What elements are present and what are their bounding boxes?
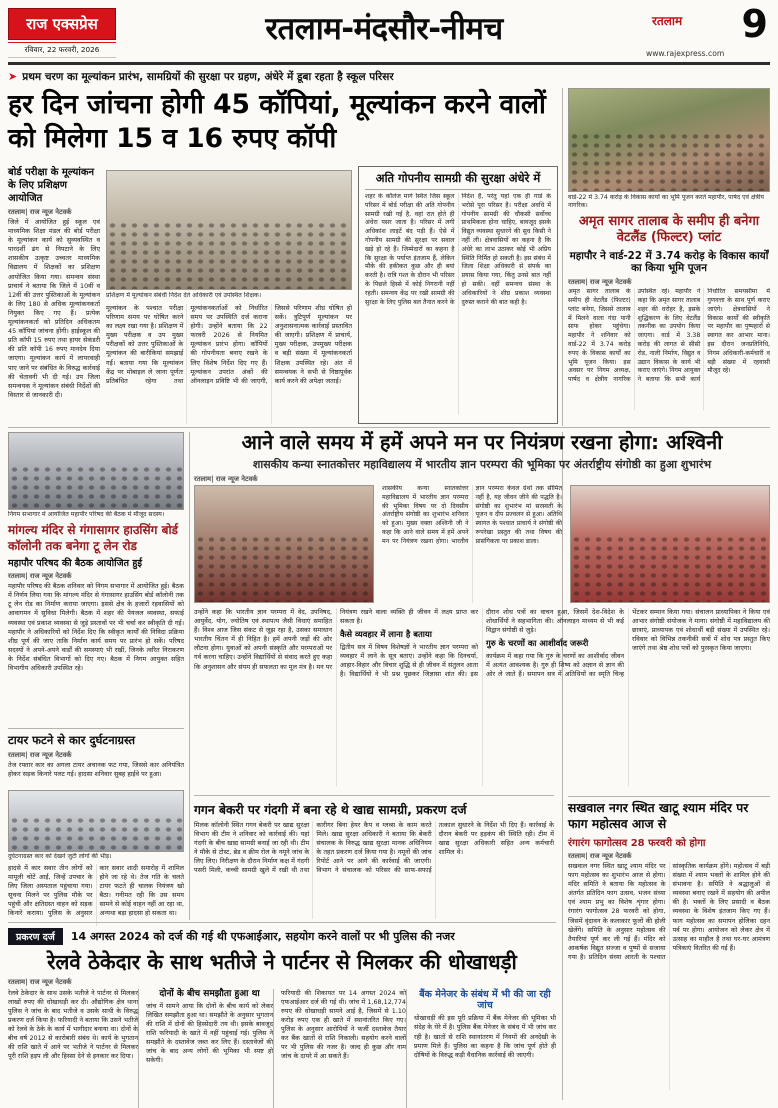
- railway-byline: रतलाम| राज न्यूज नेटवर्क: [8, 977, 72, 986]
- bhoomi-pujan-photo: [568, 88, 770, 192]
- ashwini-headline: आने वाले समय में हमें अपने मन पर नियंत्रण रखना होगा: अश्विनी: [241, 430, 723, 454]
- kicker-text: प्रथम चरण का मूल्यांकन प्रारंभ, सामग्रियों की सुरक्षा पर ग्रहण, अंधेरे में डूबा रहता है स्कूल परिसर: [22, 70, 394, 83]
- ashwini-mid-body: शासकीय कन्या स्नातकोत्तर महाविद्यालय में भारतीय ज्ञान परम्परा की भूमिका विषय पर दो दिवसीय अंतर्राष्ट्रीय संगोष्ठी का शुभारंभ शनिवार को हुआ। मुख्य वक्ता अश्विनी जी ने कहा कि आने वाले समय में हमें अपने मन पर नियंत्रण रखना होगा। भारतीय ज्ञान परम्परा केवल ग्रंथों तक सीमित नहीं है, यह जीवन जीने की पद्धति है। संगोष्ठी का शुभारंभ मां सरस्वती के पूजन व दीप प्रज्वलन से हुआ। अतिथि स्वागत के पश्चात प्राचार्य ने संगोष्ठी की रूपरेखा प्रस्तुत की तथा विषय की प्रासंगिकता पर प्रकाश डाला।: [382, 485, 562, 545]
- ashwini-crosshead-2: गुरु के चरणों का आशीर्वाद जरूरी: [486, 638, 589, 649]
- ashwini-photo-row: [194, 485, 770, 603]
- amrit-body: अमृत सागर तालाब के समीप ही वेटलैंड (फिल्टर) प्लांट बनेगा, जिससे तालाब में मिलने वाला गंदा पानी साफ होकर पहुंचेगा। महापौर ने शनिवार को वार्ड-22 में 3.74 करोड़ रुपए के विकास कार्यों का भूमि पूजन किया। इस अवसर पर निगम अध्यक्ष, पार्षद व क्षेत्रीय नागरिक उपस्थित रहे। महापौर ने कहा कि अमृत सागर तालाब शहर की धरोहर है, इसके शुद्धिकरण के लिए वेटलैंड तकनीक का उपयोग किया जाएगा। वार्ड में 3.38 करोड़ की लागत से सीसी रोड, नाली निर्माण, विद्युत व उद्यान विकास के कार्य भी कराए जाएंगे। निगम आयुक्त ने बताया कि सभी कार्य निर्धारित समयसीमा में गुणवत्ता के साथ पूर्ण कराए जाएंगे। क्षेत्रवासियों ने विकास कार्यों की स्वीकृति पर महापौर का पुष्पहारों से स्वागत कर आभार माना। इस दौरान जनप्रतिनिधि, निगम अधिकारी-कर्मचारी व बड़ी संख्या में रहवासी मौजूद रहे।: [568, 288, 770, 384]
- article-training-left: [8, 166, 100, 436]
- tyre-photo-caption: दुर्घटनाग्रस्त कार को देखने जुटी लोगों की भीड़।: [8, 853, 112, 860]
- bank-manager-box-head: बैंक मेनेजर के संबंध में भी की जा रही जांच: [419, 988, 551, 1012]
- article-bakery: [194, 801, 554, 919]
- tyre-body-2: हादसे में कार सवार तीन लोगों को मामूली चोटें आईं, जिन्हें उपचार के लिए जिला अस्पताल पहुंचाया गया। सूचना मिलने पर पुलिस मौके पर पहुंची और क्षतिग्रस्त वाहन को सड़क किनारे कराया। पुलिस के अनुसार कार सवार शादी समारोह में शामिल होने जा रहे थे। तेज गति के चलते टायर फटते ही चालक नियंत्रण खो बैठा। गनीमत रही कि उस समय सामने से कोई वाहन नहीं आ रहा था, अन्यथा बड़ा हादसा हो सकता था।: [8, 864, 184, 918]
- secret-body: शहर के कॉलेज मार्ग स्थित जिस स्कूल परिसर में बोर्ड परीक्षा की अति गोपनीय सामग्री रखी गई है, वहां रात होते ही अंधेरा पसर जाता है। परिसर में लगी अधिकांश लाइटें बंद पड़ी हैं। ऐसे में गोपनीय सामग्री की सुरक्षा पर सवाल खड़े हो रहे हैं। जिम्मेदारों का कहना है कि सुरक्षा के पर्याप्त इंतजाम हैं, लेकिन मौके की हकीकत कुछ और ही बयां करती है। रात्रि गश्त के दौरान भी परिसर के पिछले हिस्से में कोई निगरानी नहीं रहती। समन्वय केंद्र पर रखी सामग्री की सुरक्षा के लिए पुलिस बल तैनात करने के निर्देश हैं, परंतु यहां एक ही गार्ड के भरोसे पूरा परिसर है। परीक्षा अवधि में गोपनीय सामग्री की चौकसी सर्वोच्च प्राथमिकता होना चाहिए, बावजूद इसके विद्युत व्यवस्था सुधारने की सुध किसी ने नहीं ली। क्षेत्रवासियों का कहना है कि अंधेरे का लाभ उठाकर कोई भी अप्रिय स्थिति निर्मित हो सकती है। इस संबंध में जिला शिक्षा अधिकारी से संपर्क का प्रयास किया गया, किंतु उनसे बात नहीं हो सकी। वहीं समन्वय संस्था के अधिकारियों ने शीघ्र प्रकाश व्यवस्था दुरुस्त कराने की बात कही है।: [365, 193, 551, 306]
- edition-name: रतलाम: [652, 14, 683, 28]
- khatu-byline: रतलाम| राज न्यूज नेटवर्क: [568, 851, 632, 860]
- divider: [8, 922, 556, 923]
- ashwini-body-3: द्वितीय सत्र में विषय विशेषज्ञों ने भारतीय ज्ञान परम्परा को व्यवहार में लाने के सूत्र बताए। उन्होंने कहा कि दिनचर्या, आहार-विहार और विचार शुद्धि से ही जीवन में संतुलन आता है। विद्यार्थियों ने भी प्रश्न पूछकर जिज्ञासा शांत की। इस दौरान शोध पत्रों का वाचन हुआ, जिसमें देश-विदेश के शोधार्थियों ने सहभागिता की। ऑनलाइन माध्यम से भी कई विद्वान संगोष्ठी से जुड़े।: [340, 608, 624, 679]
- lead-headline: हर दिन जांचना होगी 45 कॉपियां, मूल्यांकन करने वालों को मिलेगा 15 व 16 रुपए कॉपी: [8, 89, 546, 154]
- agreement-box-body: जांच में सामने आया कि दोनों के बीच कार्य को लेकर लिखित समझौता हुआ था। समझौते के अनुसार भुगतान की राशि में दोनों की हिस्सेदारी तय थी। इसके बावजूद राशि फरियादी के खाते में नहीं पहुंचाई गई। पुलिस ने समझौते के दस्तावेज जब्त कर लिए हैं। दस्तावेजों की जांच के बाद अन्य लोगों की भूमिका भी स्पष्ट हो सकेगी।: [146, 1001, 273, 1065]
- railway-columns: [8, 989, 556, 1108]
- railway-col3-text: फरियादी की शिकायत पर 14 अगस्त 2024 को एफआईआर दर्ज की गई थी। जांच में 1,68,12,774 रुपए की धोखाधड़ी सामने आई है, जिसमें से 1.10 करोड़ रुपए एक ही खाते में स्थानांतरित किए गए। पुलिस के अनुसार आरोपियों ने फर्जी दस्तावेज तैयार कर बैंक खातों से राशि निकाली। सहयोग करने वालों पर भी पुलिस की नजर है। जल्द ही कुछ और नाम जांच के दायरे में आ सकते हैं।: [281, 988, 406, 1061]
- ashwini-byline: रतलाम| राज न्यूज नेटवर्क: [194, 475, 258, 483]
- divider: [8, 728, 184, 729]
- agreement-box-head: दोनों के बीच समझौता हुआ था: [159, 988, 260, 999]
- divider: [8, 427, 770, 428]
- ashwini-body-4: कार्यक्रम में कहा गया कि गुरु के चरणों का आशीर्वाद जीवन में अत्यंत आवश्यक है। गुरु ही शिष्य को अज्ञान से ज्ञान की ओर ले जाते हैं। समापन सत्र में अतिथियों का स्मृति चिन्ह भेंटकर सम्मान किया गया। संचालन प्राध्यापिका ने किया एवं आभार संगोष्ठी संयोजक ने माना। संगोष्ठी में महाविद्यालय की छात्राएं, प्राध्यापक एवं शोधार्थी बड़ी संख्या में उपस्थित रहे। रविवार को विभिन्न तकनीकी सत्रों में शोध पत्र प्रस्तुत किए जाएंगे तथा श्रेष्ठ शोध पत्रों को पुरस्कृत किया जाएगा।: [486, 608, 770, 679]
- mangalya-body: महापौर परिषद की बैठक शनिवार को निगम सभागार में आयोजित हुई। बैठक में निर्णय लिया गया कि मांगल्य मंदिर से गंगासागर हाउसिंग बोर्ड कॉलोनी तक टू लेन रोड का निर्माण कराया जाएगा। इससे क्षेत्र के हजारों रहवासियों को आवागमन में सुविधा मिलेगी। बैठक में शहर की पेयजल व्यवस्था, सफाई व्यवस्था एवं प्रकाश व्यवस्था से जुड़े प्रस्तावों पर भी चर्चा कर स्वीकृति दी गई। महापौर ने अधिकारियों को निर्देश दिए कि स्वीकृत कार्यों की निविदा प्रक्रिया शीघ्र पूर्ण की जाए ताकि निर्माण कार्य समय पर प्रारंभ हो सकें। परिषद सदस्यों ने अपने-अपने वार्डों की समस्याएं भी रखीं, जिनके त्वरित निराकरण के निर्देश संबंधित विभागों को दिए गए। बैठक में निगम आयुक्त सहित विभागीय अधिकारी उपस्थित रहे।: [8, 582, 184, 673]
- bakery-body: मिलक कॉलोनी स्थित गगन बेकरी पर खाद्य सुरक्षा विभाग की टीम ने शनिवार को कार्रवाई की। यहां गंदगी के बीच खाद्य सामग्री बनाई जा रही थी। टीम ने मौके से टोस्ट, ब्रेड व क्रीम रोल के नमूने जांच के लिए लिए। निरीक्षण के दौरान निर्माण कक्ष में गंदगी पसरी मिली, कच्ची सामग्री खुले में रखी थी तथा कारीगर बिना हेयर कैप व ग्लव्स के काम करते मिले। खाद्य सुरक्षा अधिकारी ने बताया कि बेकरी संचालक के विरुद्ध खाद्य सुरक्षा मानक अधिनियम के तहत प्रकरण दर्ज किया गया है। नमूनों की जांच रिपोर्ट आने पर आगे की कार्रवाई की जाएगी। विभाग ने संचालक को परिसर की साफ-सफाई तत्काल सुधारने के निर्देश भी दिए हैं। कार्रवाई के दौरान बेकरी पर हड़कंप की स्थिति रही। टीम में खाद्य सुरक्षा अधिकारी सहित अन्य कर्मचारी शामिल थे।: [194, 821, 554, 875]
- mangalya-photo-caption: निगम सभागार में आयोजित महापौर परिषद की बैठक में मौजूद सदस्य।: [8, 511, 165, 518]
- ashwini-body-flow: [194, 608, 770, 786]
- ashwini-crosshead-1: कैसे व्यवहार में लाना है बताया: [340, 629, 432, 640]
- training-byline: रतलाम| राज न्यूज नेटवर्क: [8, 208, 72, 216]
- masthead-rule: [8, 62, 770, 65]
- railway-strap-row: [8, 928, 556, 945]
- khatu-subhead: रंगारंग फागोत्सव 28 फरवरी को होगा: [568, 837, 706, 849]
- article-ashwini: [194, 430, 770, 786]
- masthead-right: [646, 2, 770, 60]
- website-url: www.rajexpress.com: [646, 49, 725, 58]
- training-body-2: मूल्यांकन के पश्चात परीक्षा परिणाम समय पर घोषित करने का लक्ष्य रखा गया है। प्रशिक्षण में मुख्य परीक्षक व उप मुख्य परीक्षकों को उत्तर पुस्तिकाओं के मूल्यांकन की बारीकियां समझाई गईं। बताया गया कि मूल्यांकन केंद्र पर मोबाइल ले जाना पूर्णतः प्रतिबंधित रहेगा तथा मूल्यांकनकर्ताओं को निर्धारित समय पर उपस्थिति दर्ज कराना होगी। उन्होंने बताया कि 22 फरवरी 2026 से नियमित मूल्यांकन प्रारंभ होगा। कॉपियों की गोपनीयता बनाए रखने के लिए विशेष निर्देश दिए गए हैं। मूल्यांकन उपरांत अंकों की ऑनलाइन प्रविष्टि भी की जाएगी, जिससे परिणाम शीघ्र घोषित हो सकें। त्रुटिपूर्ण मूल्यांकन पर अनुशासनात्मक कार्रवाई प्रस्तावित की जाएगी। प्रशिक्षण में प्राचार्य, मुख्य परीक्षक, उपमुख्य परीक्षक व बड़ी संख्या में मूल्यांकनकर्ता शिक्षक उपस्थित रहे। अंत में समन्वयक ने सभी से निष्ठापूर्वक कार्य करने की अपेक्षा जताई।: [106, 304, 352, 385]
- training-photo-caption: प्रशिक्षण में मूल्यांकन संबंधी निर्देश देते अधिकारी एवं उपस्थित शिक्षक।: [106, 292, 262, 299]
- tyre-body-1: तेज रफ्तार कार का अगला टायर अचानक फट गया, जिससे कार अनियंत्रित होकर सड़क किनारे पलट गई। हादसा शनिवार सुबह हाईवे पर हुआ।: [8, 761, 184, 779]
- crashed-car-photo: [8, 790, 184, 852]
- divider: [194, 795, 554, 796]
- khatu-headline: सखवाल नगर स्थित खाटू श्याम मंदिर पर फाग महोत्सव आज से: [568, 801, 749, 831]
- railway-col1-text: रेलवे ठेकेदार के साथ उसके भतीजे ने पार्टनर से मिलकर लाखों रुपए की धोखाधड़ी कर दी। औद्योगिक क्षेत्र थाना पुलिस ने जांच के बाद भतीजे व उसके साथी के विरुद्ध प्रकरण दर्ज किया है। फरियादी ने बताया कि उसने भतीजे को रेलवे के ठेके के कार्य में भागीदार बनाया था। दोनों के बीच वर्ष 2012 से कारोबारी संबंध थे। कार्य के भुगतान की राशि खाते में आने पर भतीजे ने पार्टनर से मिलकर पूरी राशि हड़प ली और हिस्सा देने से इनकार कर दिया।: [8, 988, 138, 1061]
- article-khatu: [568, 801, 770, 1090]
- tyre-headline: टायर फटने से कार दुर्घटनाग्रस्त: [8, 733, 136, 747]
- amrit-subhead: महापौर ने वार्ड-22 में 3.74 करोड़ के विकास कार्यों का किया भूमि पूजन: [569, 249, 769, 275]
- divider: [568, 796, 770, 797]
- amrit-byline: रतलाम| राज न्यूज नेटवर्क: [568, 278, 632, 287]
- article-mangalya: [8, 432, 184, 710]
- photo-caption: वार्ड-22 में 3.74 करोड़ के विकास कार्यों का भूमि पूजन करते महापौर, पार्षद एवं क्षेत्रीय नागरिक।: [568, 194, 764, 210]
- railway-col-1: [8, 989, 138, 1108]
- amrit-headline: अमृत सागर तालाब के समीप ही बनेगा वेटलैंड (फिल्टर) प्लांट: [578, 214, 760, 246]
- case-registered-badge: प्रकरण दर्ज: [8, 928, 63, 945]
- ashwini-subhead: शासकीय कन्या स्नातकोत्तर महाविद्यालय में भारतीय ज्ञान परम्परा की भूमिका पर अंतर्राष्ट्रीय संगोष्ठी का हुआ शुभारंभ: [252, 458, 712, 471]
- bakery-headline: गगन बेकरी पर गंदगी में बना रहे थे खाद्य सामग्री, प्रकरण दर्ज: [194, 803, 467, 817]
- railway-col-3: [273, 989, 406, 1108]
- edition-date: रविवार, 22 फरवरी, 2026: [8, 42, 116, 58]
- railway-strapline: 14 अगस्त 2024 को दर्ज की गई थी एफआईआर, सहयोग करने वालों पर भी पुलिस की नजर: [70, 930, 455, 943]
- railway-headline: रेलवे ठेकेदार के साथ भतीजे ने पार्टनर से मिलकर की धोखाधड़ी: [47, 950, 517, 974]
- kicker-arrow-icon: ➤: [8, 70, 18, 83]
- bank-manager-box-body: धोखाधड़ी की इस पूरी प्रक्रिया में बैंक मेनेजर की भूमिका भी संदेह के घेरे में है। पुलिस बैंक मेनेजर के संबंध में भी जांच कर रही है। खातों से राशि स्थानांतरण में नियमों की अनदेखी के प्रमाण मिले हैं। पुलिस का कहना है कि जांच पूर्ण होते ही दोषियों के विरुद्ध कड़ी वैधानिक कार्रवाई की जाएगी।: [414, 1014, 556, 1059]
- mangalya-byline: रतलाम| राज न्यूज नेटवर्क: [8, 572, 72, 581]
- khatu-body: सखवाल नगर स्थित खाटू श्याम मंदिर पर फाग महोत्सव का शुभारंभ आज से होगा। मंदिर समिति ने बताया कि महोत्सव के अंतर्गत प्रतिदिन फाग उत्सव, भजन संध्या एवं श्याम प्रभु का विशेष शृंगार होगा। रंगारंग फागोत्सव 28 फरवरी को होगा, जिसमें वृंदावन के कलाकार फूलों की होली खेलेंगे। समिति के अनुसार महोत्सव की तैयारियां पूर्ण कर ली गई हैं। मंदिर को आकर्षक विद्युत सज्जा व पुष्पों से सजाया गया है। प्रतिदिन संध्या आरती के पश्चात सांस्कृतिक कार्यक्रम होंगे। महोत्सव में बड़ी संख्या में श्याम भक्तों के शामिल होने की संभावना है। समिति ने श्रद्धालुओं से व्यवस्था बनाए रखने में सहयोग की अपील की है। भक्तों के लिए प्रसादी व बैठक व्यवस्था के विशेष इंतजाम किए गए हैं। फाग महोत्सव का समापन होलिका दहन पर्व पर होगा। आयोजन को लेकर क्षेत्र में उत्साह का माहौल है तथा घर-घर आमंत्रण पत्रिकाएं वितरित की गई हैं।: [568, 861, 770, 961]
- lamp-lighting-photo: [194, 485, 374, 603]
- brand-logo: राज एक्सप्रेस: [8, 8, 116, 40]
- article-amrit-sagar: [568, 88, 770, 410]
- article-secret-box: [358, 166, 558, 424]
- article-tyre: [8, 733, 184, 926]
- page-number: 9: [741, 2, 768, 46]
- railway-box-bank: [406, 989, 556, 1108]
- mangalya-subhead: महापौर परिषद की बैठक आयोजित हुई: [8, 558, 143, 570]
- secret-headline: अति गोपनीय सामग्री की सुरक्षा अंधेरे में: [365, 171, 551, 190]
- tyre-byline: रतलाम| राज न्यूज नेटवर्क: [8, 751, 72, 759]
- page-title: रतलाम-मंदसौर-नीमच: [265, 11, 503, 47]
- article-railway: [8, 928, 556, 1108]
- railway-box-agreement: [138, 989, 273, 1108]
- ashwini-body-2: उन्होंने कहा कि भारतीय ज्ञान परम्परा में वेद, उपनिषद, आयुर्वेद, योग, ज्योतिष एवं स्थापत्य जैसी विधाएं समाहित हैं। विश्व आज जिस संकट से जूझ रहा है, उसका समाधान भारतीय चिंतन में ही निहित है। हमें अपनी जड़ों की ओर लौटना होगा। युवाओं को अपनी संस्कृति और परम्पराओं पर गर्व करना चाहिए। उन्होंने विद्यार्थियों से संवाद करते हुए कहा कि अनुशासन और संयम ही सफलता का मूल मंत्र है। मन पर नियंत्रण रखने वाला व्यक्ति ही जीवन में लक्ष्य प्राप्त कर सकता है।: [194, 608, 478, 671]
- mangalya-headline: मांगल्य मंदिर से गंगासागर हाउसिंग बोर्ड कॉलोनी तक बनेगा टू लेन रोड: [8, 523, 178, 553]
- divider: [189, 432, 190, 920]
- training-subhead: बोर्ड परीक्षा के मूल्यांकन के लिए प्रशिक्षण आयोजित: [8, 167, 95, 204]
- mayor-meeting-photo: [8, 432, 184, 510]
- kicker-strip: [8, 68, 770, 85]
- audience-photo: [570, 485, 770, 603]
- training-photo: [106, 170, 352, 290]
- training-body-1: जिले में आयोजित हुई स्कूल एवं माध्यमिक शिक्षा मंडल की बोर्ड परीक्षा के मूल्यांकन कार्य को सुव्यवस्थित व पारदर्शी ढंग से निपटाने के लिए शासकीय उत्कृष्ट उच्चतर माध्यमिक विद्यालय में शिक्षकों का प्रशिक्षण आयोजित किया गया। समन्वय संस्था प्राचार्य ने बताया कि जिले में 10वीं व 12वीं की उत्तर पुस्तिकाओं के मूल्यांकन के लिए 180 से अधिक मूल्यांकनकर्ता नियुक्त किए गए हैं। प्रत्येक मूल्यांकनकर्ता को प्रतिदिन अधिकतम 45 कॉपियां जांचना होंगी। हाईस्कूल की प्रति कॉपी 15 रुपए तथा हायर सेकंडरी की प्रति कॉपी 16 रुपए मानदेय दिया जाएगा। मूल्यांकन कार्य में लापरवाही पाए जाने पर संबंधित के विरुद्ध कार्रवाई की चेतावनी भी दी गई। उप जिला समन्वयक ने मूल्यांकन संबंधी निर्देशों की विस्तार से जानकारी दी।: [8, 218, 100, 399]
- divider: [562, 88, 563, 426]
